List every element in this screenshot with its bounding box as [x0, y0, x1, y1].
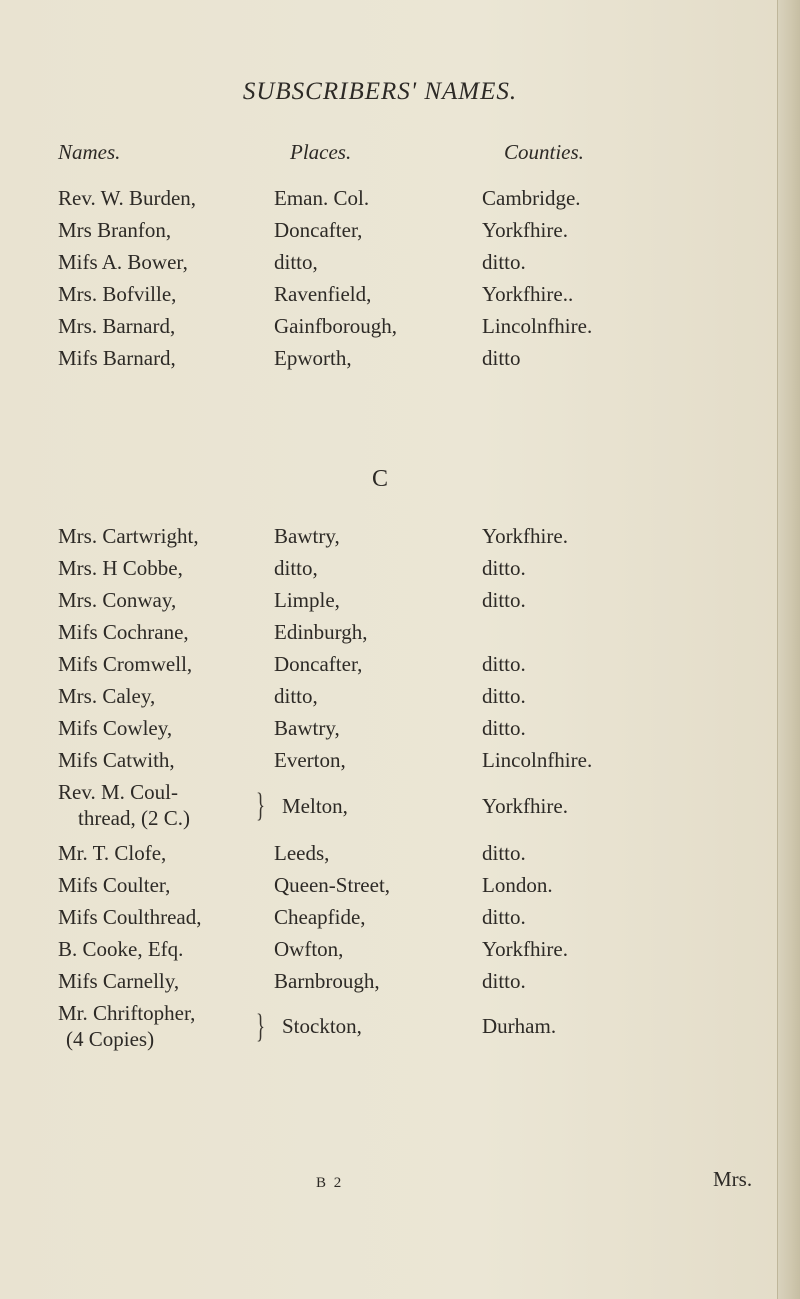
subscriber-place: ditto,	[274, 250, 318, 274]
subscriber-place: Barnbrough,	[274, 969, 380, 993]
subscriber-name: Mr. T. Clofe,	[58, 841, 167, 865]
subscriber-name: Mrs. Caley,	[58, 684, 156, 708]
subscriber-name: Mifs Cochrane,	[58, 620, 189, 644]
subscriber-county: ditto.	[482, 905, 526, 929]
subscriber-county: ditto.	[482, 556, 526, 580]
subscriber-county: ditto.	[482, 652, 526, 676]
subscriber-place: Melton,	[282, 794, 348, 818]
subscriber-name: Mrs. Cartwright,	[58, 524, 199, 548]
page-edge	[777, 0, 800, 1299]
subscriber-name: Rev. W. Burden,	[58, 186, 197, 210]
subscriber-place: Cheapfide,	[274, 905, 366, 929]
subscriber-name: Mifs Barnard,	[58, 346, 176, 370]
subscriber-name-line2: thread, (2 C.)	[78, 806, 190, 830]
column-header-places: Places.	[290, 140, 352, 164]
subscriber-county: Cambridge.	[482, 186, 581, 210]
brace-glyph: }	[256, 1008, 265, 1045]
subscriber-name: Mifs Coulter,	[58, 873, 171, 897]
subscriber-county: London.	[482, 873, 553, 897]
subscriber-place: Leeds,	[274, 841, 330, 865]
subscriber-county: Yorkfhire.	[482, 794, 568, 818]
subscriber-county: Yorkfhire.	[482, 218, 568, 242]
subscriber-place: Doncafter,	[274, 652, 363, 676]
subscriber-county: Yorkfhire.	[482, 524, 568, 548]
subscriber-place: Gainfborough,	[274, 314, 398, 338]
subscriber-place: Owfton,	[274, 937, 344, 961]
subscriber-name: Mifs Coulthread,	[58, 905, 202, 929]
subscriber-place: Everton,	[274, 748, 346, 772]
subscriber-place: Stockton,	[282, 1014, 362, 1038]
column-header-counties: Counties.	[504, 140, 584, 164]
subscriber-name: Mifs Cromwell,	[58, 652, 193, 676]
subscriber-county: ditto.	[482, 250, 526, 274]
subscriber-place: ditto,	[274, 684, 318, 708]
brace-glyph: }	[256, 787, 265, 824]
catchword: Mrs.	[713, 1167, 753, 1191]
subscriber-place: Ravenfield,	[274, 282, 372, 306]
subscriber-name: Mifs Carnelly,	[58, 969, 180, 993]
subscriber-place: Limple,	[274, 588, 340, 612]
subscriber-place: Bawtry,	[274, 716, 340, 740]
subscriber-county: ditto.	[482, 716, 526, 740]
subscriber-county: Durham.	[482, 1014, 557, 1038]
subscriber-county: ditto.	[482, 969, 526, 993]
subscriber-name-line2: (4 Copies)	[66, 1027, 155, 1051]
subscriber-county: Yorkfhire..	[482, 282, 574, 306]
subscriber-county: ditto.	[482, 841, 526, 865]
subscriber-name: Mrs. Conway,	[58, 588, 177, 612]
subscriber-county: Lincolnfhire.	[482, 314, 593, 338]
subscriber-place: Doncafter,	[274, 218, 363, 242]
signature-mark: B 2	[316, 1175, 344, 1191]
section-letter: C	[371, 466, 388, 492]
subscriber-county: Yorkfhire.	[482, 937, 568, 961]
subscriber-name: Mrs. Barnard,	[58, 314, 176, 338]
subscriber-name-line1: Rev. M. Coul-	[58, 780, 178, 804]
subscriber-name: Mrs. H Cobbe,	[58, 556, 183, 580]
page-heading: SUBSCRIBERS' NAMES.	[242, 78, 518, 105]
subscriber-county: ditto	[482, 346, 521, 370]
subscriber-place: Epworth,	[274, 346, 352, 370]
subscriber-place: Bawtry,	[274, 524, 340, 548]
subscriber-name: Mrs. Bofville,	[58, 282, 177, 306]
subscriber-name: Mifs A. Bower,	[58, 250, 188, 274]
column-header-names: Names.	[58, 140, 121, 164]
subscriber-place: Queen-Street,	[274, 873, 391, 897]
subscriber-name: Mifs Catwith,	[58, 748, 175, 772]
subscriber-county: ditto.	[482, 684, 526, 708]
subscriber-place: Eman. Col.	[274, 186, 370, 210]
subscriber-place: ditto,	[274, 556, 318, 580]
subscriber-name-line1: Mr. Chriftopher,	[58, 1001, 196, 1025]
subscriber-county: ditto.	[482, 588, 526, 612]
subscriber-name: Mifs Cowley,	[58, 716, 173, 740]
subscriber-county: Lincolnfhire.	[482, 748, 593, 772]
subscriber-name: Mrs Branfon,	[58, 218, 172, 242]
subscriber-name: B. Cooke, Efq.	[58, 937, 184, 961]
subscriber-place: Edinburgh,	[274, 620, 368, 644]
